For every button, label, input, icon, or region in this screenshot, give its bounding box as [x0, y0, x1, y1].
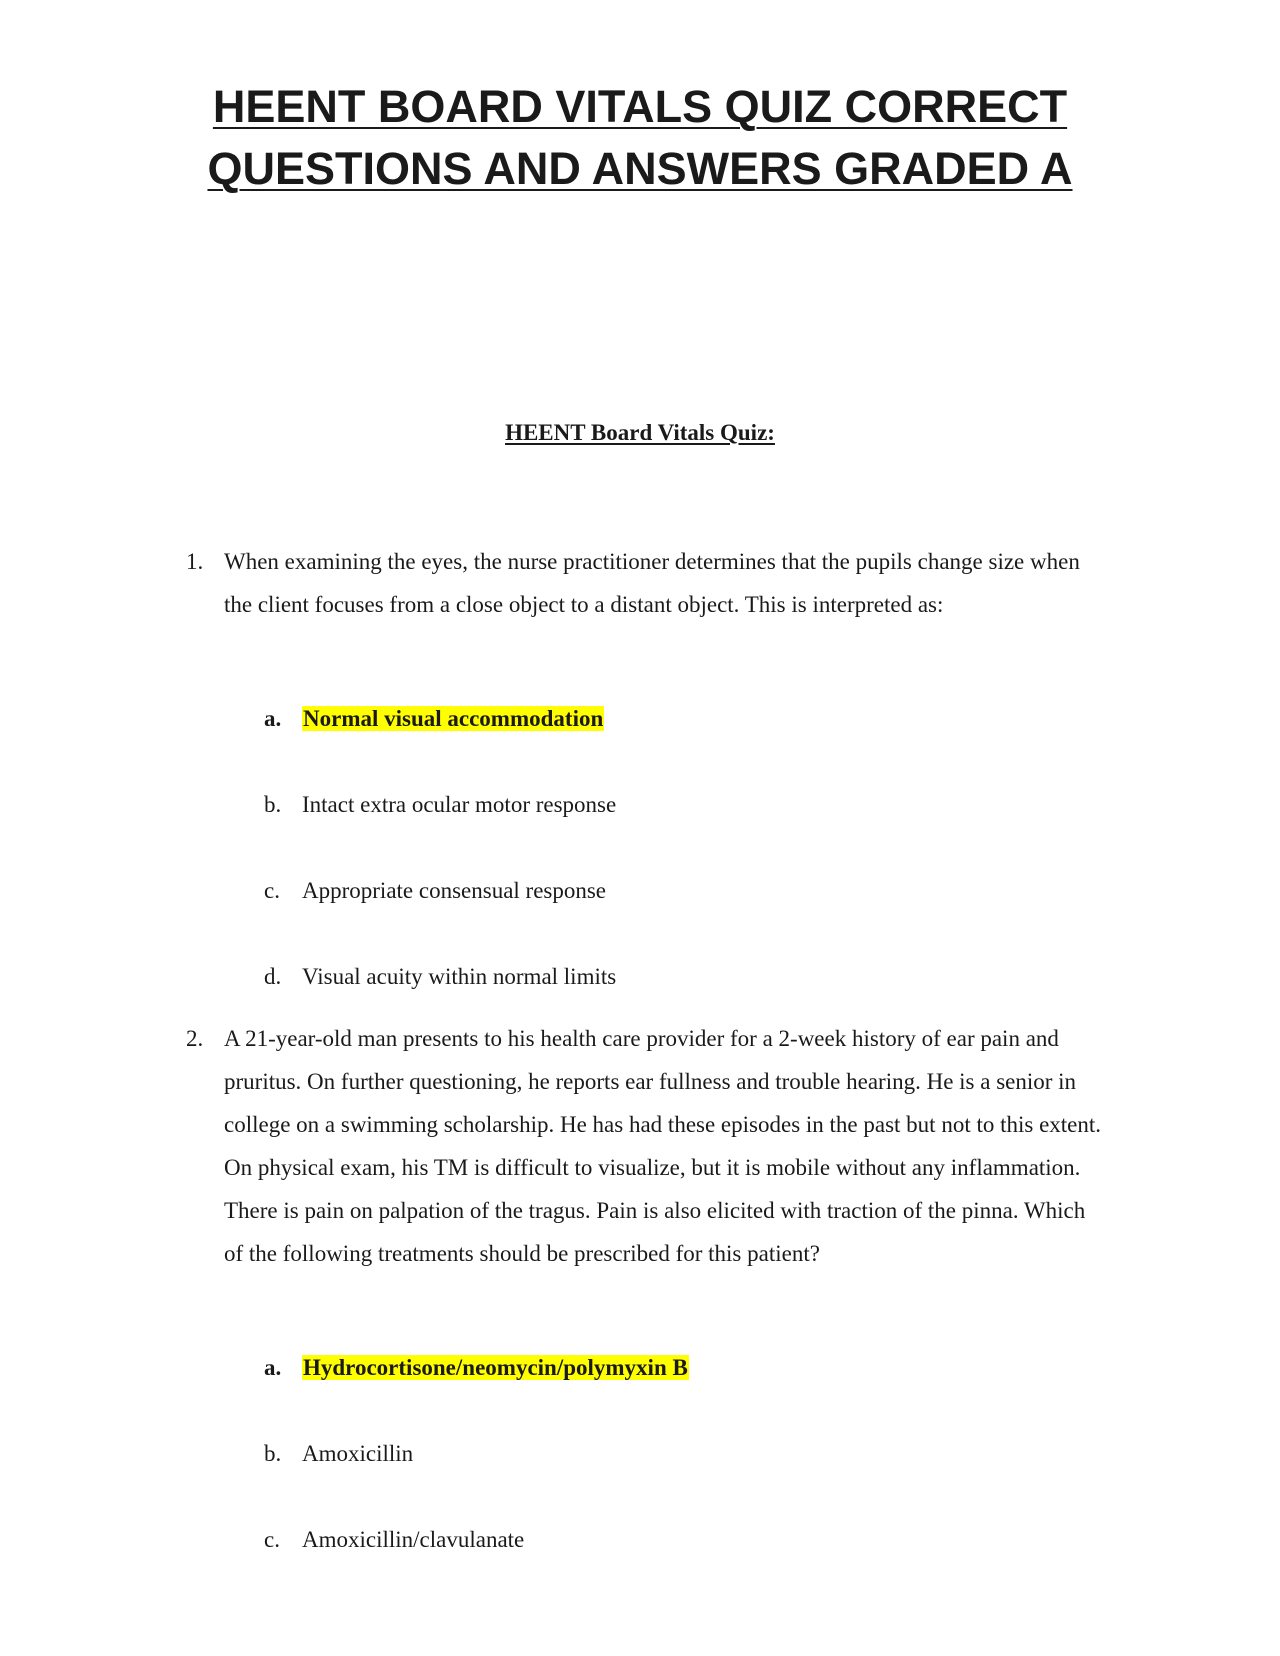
option-letter: c.: [264, 1527, 280, 1552]
option-text: Appropriate consensual response: [302, 878, 607, 903]
option-text: Visual acuity within normal limits: [302, 964, 617, 989]
title-line-2: QUESTIONS AND ANSWERS GRADED A: [207, 143, 1073, 194]
question-2-option-a: [264, 1353, 689, 1383]
quiz-subtitle: HEENT Board Vitals Quiz:: [505, 420, 775, 445]
title-line-1: HEENT BOARD VITALS QUIZ CORRECT: [212, 81, 1068, 132]
option-text: Intact extra ocular motor response: [302, 792, 617, 817]
question-text: A 21-year-old man presents to his health care provider for a 2-week history of ear pain and pruritus. On further questioning, he reports ear fullness and trouble hearing. He is a senior in college on a swimming scholarship. He has had these episodes in the past but not to this extent. On physical exam, his TM is difficult to visualize, but it is mobile without any inflammation. There is pain on palpation of the tragus. Pain is also elicited with traction of the pinna. Which of the following treatments should be prescribed for this patient?: [224, 1026, 1102, 1266]
question-number: 2.: [186, 1026, 204, 1051]
option-letter: b.: [264, 792, 282, 817]
option-letter: b.: [264, 1441, 282, 1466]
question-1-option-a: [264, 704, 604, 734]
option-letter: d.: [264, 964, 282, 989]
option-text-correct-answer: Hydrocortisone/neomycin/polymyxin B: [303, 1355, 688, 1380]
question-1-option-d: [264, 962, 616, 992]
question-text: When examining the eyes, the nurse practitioner determines that the pupils change size when the client focuses from a close object to a distant object. This is interpreted as:: [224, 549, 1080, 617]
option-text: Amoxicillin/clavulanate: [302, 1527, 525, 1552]
question-number: 1.: [186, 549, 204, 574]
option-letter: c.: [264, 878, 280, 903]
option-text: Amoxicillin: [302, 1441, 414, 1466]
question-1-option-b: [264, 790, 616, 820]
question-1-option-c: [264, 876, 606, 906]
option-letter: a.: [264, 1355, 282, 1380]
question-2-option-b: [264, 1439, 413, 1469]
document-title: [140, 76, 1140, 200]
option-letter: a.: [264, 706, 282, 731]
question-2-option-c: [264, 1525, 524, 1555]
option-text-correct-answer: Normal visual accommodation: [303, 706, 604, 731]
